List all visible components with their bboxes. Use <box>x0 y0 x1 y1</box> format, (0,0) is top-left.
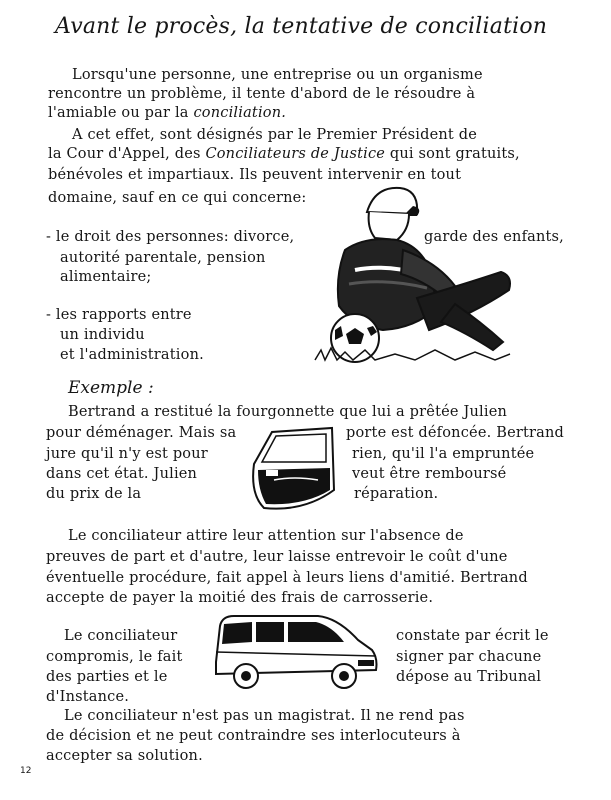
page-number: 12 <box>20 766 32 776</box>
exception-a-line-1b: garde des enfants, <box>424 229 564 245</box>
para4-line-2: de décision et ne peut contraindre ses interlocuteurs à <box>46 728 461 744</box>
para3-line-4: d'Instance. <box>46 689 130 705</box>
intro-line-5 <box>48 145 520 163</box>
intro-line-6: bénévoles et impartiaux. Ils peuvent intervenir en tout <box>48 167 462 183</box>
example-line-4b: veut être remboursé <box>352 466 507 482</box>
minivan-illustration <box>208 608 380 692</box>
exception-a-line-1: - le droit des personnes: divorce, <box>46 229 295 245</box>
intro-line-7: domaine, sauf en ce qui concerne: <box>48 190 307 206</box>
intro-line-3-text: l'amiable ou par la <box>48 105 189 121</box>
exception-b-line-1: - les rapports entre <box>46 307 192 323</box>
intro-line-4: A cet effet, sont désignés par le Premier Président de <box>72 127 478 143</box>
intro-line-5-text: la Cour d'Appel, des <box>48 146 201 162</box>
example-line-3b: rien, qu'il l'a empruntée <box>352 446 535 462</box>
exception-b-line-2: un individu <box>60 327 145 343</box>
intro-line-1: Lorsqu'une personne, une entreprise ou un organisme <box>72 67 483 83</box>
exception-b-line-3: et l'administration. <box>60 347 204 363</box>
example-line-1: Bertrand a restitué la fourgonnette que lui a prêtée Julien <box>68 404 508 420</box>
para2-line-1: Le conciliateur attire leur attention sur l'absence de <box>68 528 464 544</box>
conciliation-term: conciliation. <box>193 105 287 121</box>
para3-line-1b: constate par écrit le <box>396 628 549 644</box>
example-line-4a: dans cet état. Julien <box>46 466 198 482</box>
para3-line-1a: Le conciliateur <box>64 628 178 644</box>
para2-line-2: preuves de part et d'autre, leur laisse entrevoir le coût d'une <box>46 549 508 565</box>
para3-line-3b: dépose au Tribunal <box>396 669 542 685</box>
conciliateurs-term: Conciliateurs de Justice <box>205 146 386 162</box>
page-title: Avant le procès, la tentative de conciliation <box>55 14 548 39</box>
para4-line-3: accepter sa solution. <box>46 748 203 764</box>
example-line-5a: du prix de la <box>46 486 142 502</box>
exception-a-line-3: alimentaire; <box>60 269 152 285</box>
intro-line-3 <box>48 104 286 122</box>
para4-line-1: Le conciliateur n'est pas un magistrat. Il ne rend pas <box>64 708 465 724</box>
example-line-5b: réparation. <box>354 486 439 502</box>
example-line-3a: jure qu'il n'y est pour <box>46 446 208 462</box>
para2-line-4: accepte de payer la moitié des frais de carrosserie. <box>46 590 434 606</box>
example-line-2b: porte est défoncée. Bertrand <box>346 425 565 441</box>
exception-a-line-2: autorité parentale, pension <box>60 250 266 266</box>
example-heading: Exemple : <box>68 378 154 398</box>
intro-line-2: rencontre un problème, il tente d'abord de le résoudre à <box>48 86 476 102</box>
para2-line-3: éventuelle procédure, fait appel à leurs liens d'amitié. Bertrand <box>46 570 528 586</box>
para3-line-2a: compromis, le fait <box>46 649 183 665</box>
van-door-illustration <box>244 424 342 516</box>
para3-line-3a: des parties et le <box>46 669 168 685</box>
intro-line-5-end: qui sont gratuits, <box>389 146 520 162</box>
boy-on-football-illustration <box>305 180 520 365</box>
example-line-2a: pour déménager. Mais sa <box>46 425 237 441</box>
para3-line-2b: signer par chacune <box>396 649 542 665</box>
